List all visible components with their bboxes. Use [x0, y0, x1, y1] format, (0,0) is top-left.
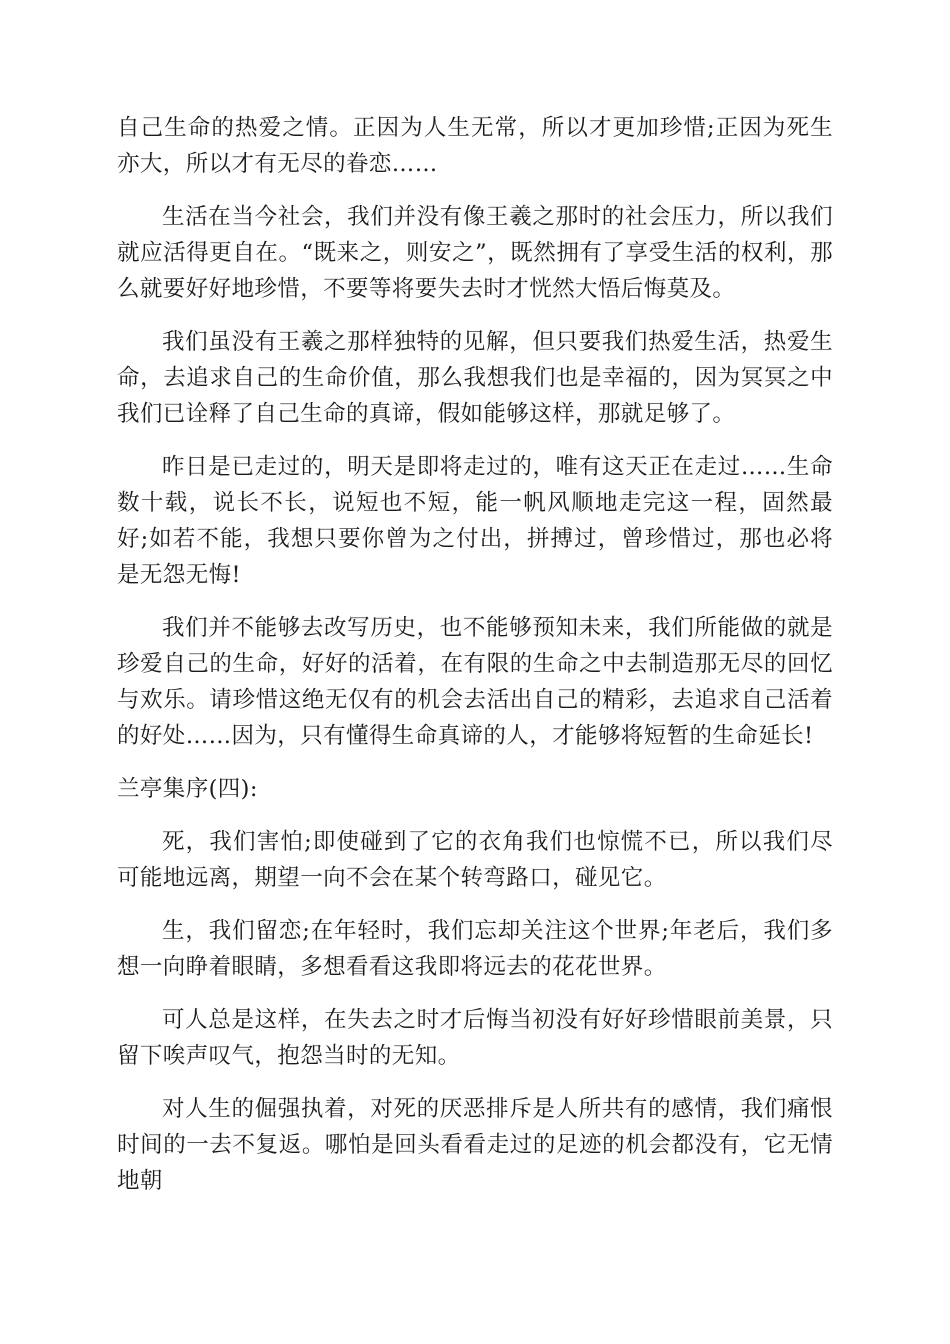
paragraph-7: 生，我们留恋;在年轻时，我们忘却关注这个世界;年老后，我们多想一向睁着眼睛，多想看看这我即将远去的花花世界。 — [117, 918, 833, 980]
paragraph-6: 死，我们害怕;即使碰到了它的衣角我们也惊慌不已，所以我们尽可能地远离，期望一向不会在某个转弯路口，碰见它。 — [117, 829, 833, 891]
paragraph-3: 我们虽没有王羲之那样独特的见解，但只要我们热爱生活，热爱生命，去追求自己的生命价值，那么我想我们也是幸福的，因为冥冥之中我们已诠释了自己生命的真谛，假如能够这样，那就足够了。 — [117, 329, 833, 427]
paragraph-2: 生活在当今社会，我们并没有像王羲之那时的社会压力，所以我们就应活得更自在。“既来之，则安之”，既然拥有了享受生活的权利，那么就要好好地珍惜，不要等将要失去时才恍然大悟后悔莫及。 — [117, 204, 833, 302]
paragraph-1: 自己生命的热爱之情。正因为人生无常，所以才更加珍惜;正因为死生亦大，所以才有无尽的眷恋…… — [117, 115, 833, 177]
paragraph-8: 可人总是这样，在失去之时才后悔当初没有好好珍惜眼前美景，只留下唉声叹气，抱怨当时的无知。 — [117, 1007, 833, 1069]
section-heading: 兰亭集序(四): — [117, 776, 258, 802]
document-body — [117, 110, 833, 1216]
paragraph-9: 对人生的倔强执着，对死的厌恶排斥是人所共有的感情，我们痛恨时间的一去不复返。哪怕是回头看看走过的足迹的机会都没有，它无情地朝 — [117, 1096, 833, 1194]
paragraph-5: 我们并不能够去改写历史，也不能够预知未来，我们所能做的就是珍爱自己的生命，好好的活着，在有限的生命之中去制造那无尽的回忆与欢乐。请珍惜这绝无仅有的机会去活出自己的精彩，去追求自己活着的好处……因为，只有懂得生命真谛的人，才能够将短暂的生命延长! — [117, 615, 833, 749]
paragraph-4: 昨日是已走过的，明天是即将走过的，唯有这天正在走过……生命数十载，说长不长，说短也不短，能一帆风顺地走完这一程，固然最好;如若不能，我想只要你曾为之付出，拼搏过，曾珍惜过，那也必将是无怨无悔! — [117, 454, 833, 588]
